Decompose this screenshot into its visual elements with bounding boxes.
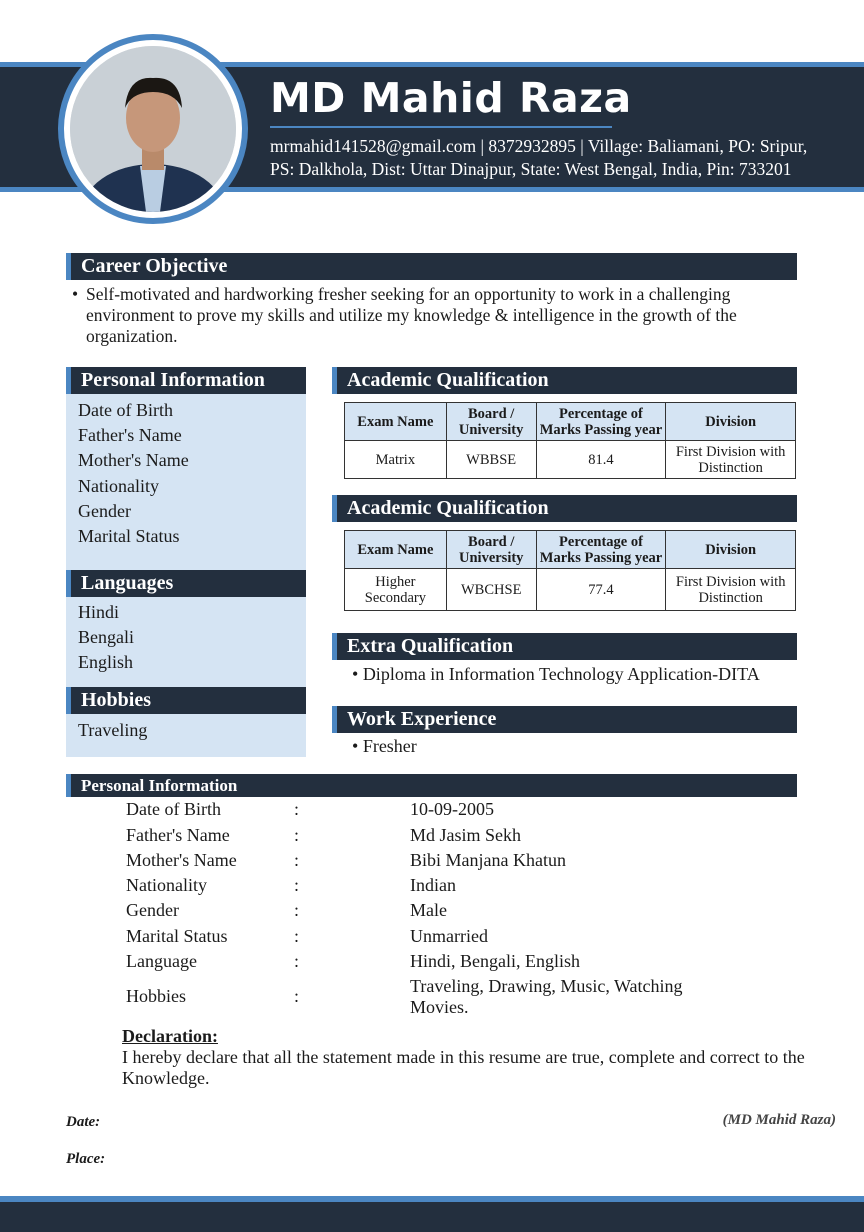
list-item: English	[78, 652, 134, 673]
hobbies-list	[78, 718, 147, 743]
list-item: Date of Birth	[78, 400, 173, 420]
detail-value: Unmarried	[410, 926, 488, 946]
person-portrait-icon	[70, 46, 236, 212]
detail-colon: :	[294, 850, 300, 870]
detail-label: Language	[126, 951, 197, 971]
table-cell: WBBSE	[446, 441, 536, 479]
detail-label: Gender	[126, 900, 179, 920]
table-header: Division	[666, 403, 796, 441]
detail-label: Father's Name	[126, 825, 230, 845]
detail-colon: :	[294, 986, 300, 1006]
career-objective	[72, 284, 792, 347]
contact-line-1: mrmahid141528@gmail.com | 8372932895 | Village: Baliamani, PO: Sripur,	[270, 136, 808, 156]
list-item: Hindi	[78, 602, 120, 622]
table-header: Percentage of Marks Passing year	[536, 531, 666, 569]
detail-value: Traveling, Drawing, Music, Watching Movies.	[410, 976, 683, 1017]
candidate-name: MD Mahid Raza	[270, 74, 632, 122]
contact-line-2: PS: Dalkhola, Dist: Uttar Dinajpur, State: West Bengal, India, Pin: 733201	[270, 159, 792, 179]
table-header: Board / University	[446, 531, 536, 569]
detail-value: Indian	[410, 875, 456, 895]
detail-value: Hindi, Bengali, English	[410, 951, 580, 971]
detail-colon: :	[294, 900, 300, 920]
languages-heading: Languages	[66, 570, 306, 597]
personal-info-list	[78, 398, 189, 549]
table-row	[345, 569, 796, 611]
bullet-icon: •	[352, 664, 363, 684]
table-cell: First Division with Distinction	[666, 441, 796, 479]
bullet-icon: •	[72, 284, 79, 304]
detail-value: 10-09-2005	[410, 799, 494, 819]
table-cell: Higher Secondary	[345, 569, 447, 611]
detail-label: Nationality	[126, 875, 207, 895]
table-header: Division	[666, 531, 796, 569]
list-item: Marital Status	[78, 526, 180, 547]
table-header: Exam Name	[345, 531, 447, 569]
detail-value: Md Jasim Sekh	[410, 825, 522, 845]
detail-label: Mother's Name	[126, 850, 237, 870]
detail-colon: :	[294, 926, 300, 946]
detail-colon: :	[294, 799, 300, 819]
detail-colon: :	[294, 825, 300, 845]
list-item: Father's Name	[78, 425, 182, 446]
extra-qualification-heading: Extra Qualification	[332, 633, 797, 660]
table-row	[345, 441, 796, 479]
academic-heading-2: Academic Qualification	[332, 495, 797, 522]
academic-table-1	[344, 402, 796, 479]
table-cell: First Division with Distinction	[666, 569, 796, 611]
work-experience-text: Fresher	[362, 736, 417, 756]
career-objective-heading: Career Objective	[66, 253, 797, 280]
detail-colon: :	[294, 951, 300, 971]
detail-value: Bibi Manjana Khatun	[410, 850, 566, 870]
profile-photo-frame	[58, 34, 248, 224]
declaration-text: I hereby declare that all the statement made in this resume are true, complete and correct to the Knowledge.	[122, 1047, 805, 1088]
contact-info	[270, 135, 850, 181]
career-objective-text: Self-motivated and hardworking fresher seeking for an opportunity to work in a challenging environment to prove my skills and utilize my knowledge & intelligence in the growth of the organization.	[86, 284, 737, 346]
extra-qualification-text: Diploma in Information Technology Application-DITA	[362, 664, 760, 684]
work-experience-item	[352, 736, 417, 757]
table-header: Board / University	[446, 403, 536, 441]
detail-label: Marital Status	[126, 926, 228, 946]
detail-value: Male	[410, 900, 447, 920]
signature: (MD Mahid Raza)	[722, 1112, 836, 1128]
table-header: Percentage of Marks Passing year	[536, 403, 666, 441]
bullet-icon: •	[352, 736, 363, 756]
name-underline	[270, 126, 612, 128]
table-cell: Matrix	[345, 441, 447, 479]
languages-list	[78, 600, 134, 676]
list-item: Nationality	[78, 475, 159, 496]
date-label: Date:	[66, 1114, 101, 1130]
academic-table-2	[344, 530, 796, 611]
list-item: Mother's Name	[78, 450, 189, 471]
academic-heading-1: Academic Qualification	[332, 367, 797, 394]
declaration-heading: Declaration:	[122, 1026, 218, 1046]
list-item: Gender	[78, 500, 131, 521]
hobbies-heading: Hobbies	[66, 687, 306, 714]
list-item: Traveling	[78, 720, 148, 740]
work-experience-heading: Work Experience	[332, 706, 797, 733]
place-label: Place:	[66, 1151, 106, 1167]
table-cell: WBCHSE	[446, 569, 536, 611]
table-cell: 77.4	[536, 569, 666, 611]
personal-info-heading: Personal Information	[66, 367, 306, 394]
profile-photo	[70, 46, 236, 212]
table-header: Exam Name	[345, 403, 447, 441]
detail-colon: :	[294, 875, 300, 895]
detail-label: Hobbies	[126, 986, 186, 1006]
list-item: Bengali	[78, 627, 134, 648]
extra-qualification-item	[352, 664, 760, 685]
footer-band	[0, 1196, 864, 1232]
detail-label: Date of Birth	[126, 799, 221, 819]
personal-details-heading: Personal Information	[66, 774, 797, 797]
table-cell: 81.4	[536, 441, 666, 479]
